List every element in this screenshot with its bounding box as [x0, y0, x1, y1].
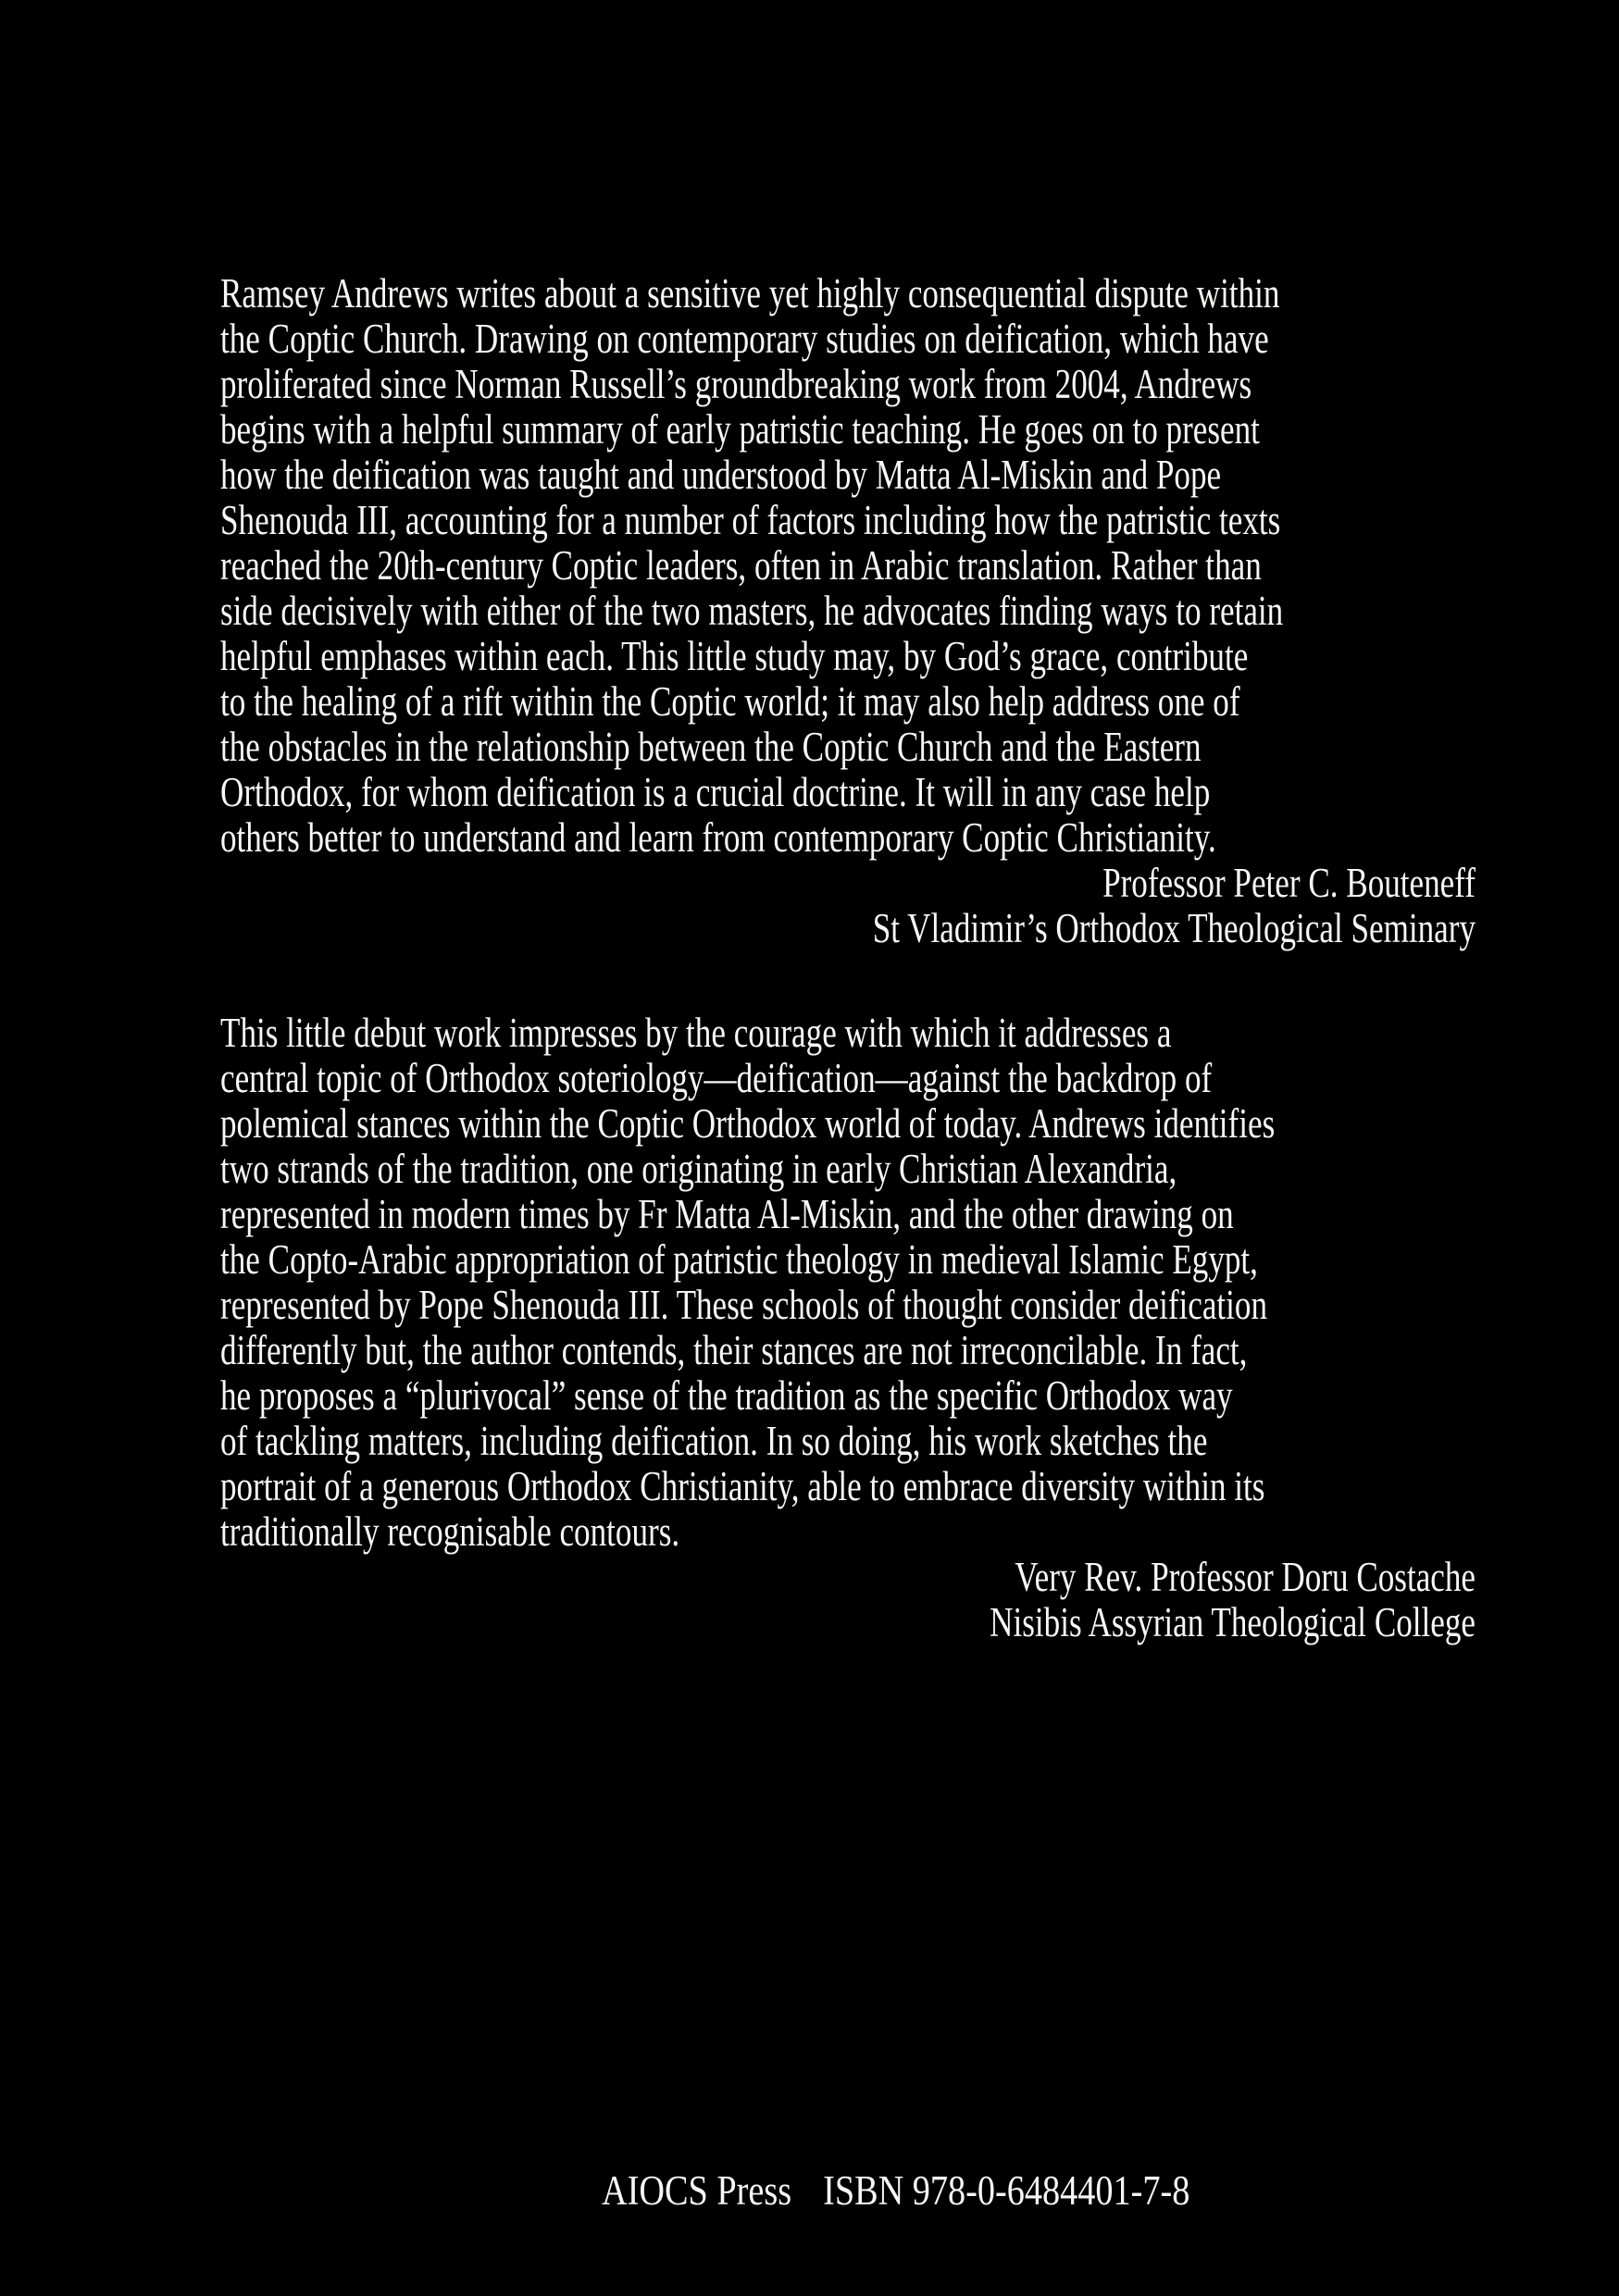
blurb-line: represented by Pope Shenouda III. These schools of thought consider deification — [220, 1282, 1268, 1328]
blurb-line: differently but, the author contends, their stances are not irreconcilable. In fact, — [220, 1327, 1248, 1373]
blurb-line: the obstacles in the relationship between the Coptic Church and the Eastern — [220, 724, 1202, 770]
blurb-line: helpful emphases within each. This little study may, by God’s grace, contribute — [220, 633, 1249, 679]
blurb-line: Shenouda III, accounting for a number of factors including how the patristic texts — [220, 497, 1281, 543]
blurb-line: two strands of the tradition, one originating in early Christian Alexandria, — [220, 1146, 1177, 1192]
blurb-line: represented in modern times by Fr Matta Al-Miskin, and the other drawing on — [220, 1191, 1234, 1237]
blurb-line: begins with a helpful summary of early patristic teaching. He goes on to present — [220, 406, 1260, 453]
endorser-institution: Nisibis Assyrian Theological College — [990, 1599, 1476, 1645]
blurb-line: reached the 20th-century Coptic leaders, often in Arabic translation. Rather than — [220, 542, 1262, 589]
isbn-text: ISBN 978-0-6484401-7-8 — [823, 2167, 1190, 2214]
endorser-institution: St Vladimir’s Orthodox Theological Seminary — [872, 905, 1476, 951]
blurb-line: to the healing of a rift within the Coptic world; it may also help address one of — [220, 678, 1240, 725]
blurb-line: proliferated since Norman Russell’s groundbreaking work from 2004, Andrews — [220, 361, 1252, 407]
blurb-line: This little debut work impresses by the courage with which it addresses a — [220, 1010, 1172, 1056]
blurb-line: the Copto-Arabic appropriation of patristic theology in medieval Islamic Egypt, — [220, 1236, 1258, 1283]
blurb-line: others better to understand and learn from contemporary Coptic Christianity. — [220, 814, 1216, 861]
publisher-name: AIOCS Press — [602, 2167, 792, 2214]
blurb-line: how the deification was taught and understood by Matta Al-Miskin and Pope — [220, 452, 1222, 498]
blurb-line: traditionally recognisable contours. — [220, 1508, 680, 1555]
blurb-line: side decisively with either of the two masters, he advocates finding ways to retain — [220, 588, 1284, 634]
blurb-line: of tackling matters, including deification. In so doing, his work sketches the — [220, 1418, 1208, 1464]
blurb-line: Ramsey Andrews writes about a sensitive yet highly consequential dispute within — [220, 270, 1280, 316]
blurb-line: the Coptic Church. Drawing on contemporary studies on deification, which have — [220, 316, 1269, 362]
endorsement-2 — [220, 1011, 1476, 1645]
blurb-line: polemical stances within the Coptic Orthodox world of today. Andrews identifies — [220, 1100, 1276, 1147]
endorsements-block — [220, 271, 1476, 1645]
blurb-line: he proposes a “plurivocal” sense of the tradition as the specific Orthodox way — [220, 1372, 1233, 1419]
endorser-name: Professor Peter C. Bouteneff — [1102, 860, 1476, 906]
blurb-line: portrait of a generous Orthodox Christianity, able to embrace diversity within its — [220, 1463, 1265, 1509]
publisher-isbn-line — [602, 2168, 1189, 2214]
endorser-name: Very Rev. Professor Doru Costache — [1015, 1554, 1476, 1600]
blurb-line: Orthodox, for whom deification is a crucial doctrine. It will in any case help — [220, 769, 1211, 815]
endorsement-1 — [220, 271, 1476, 951]
blurb-line: central topic of Orthodox soteriology—deification—against the backdrop of — [220, 1055, 1213, 1101]
